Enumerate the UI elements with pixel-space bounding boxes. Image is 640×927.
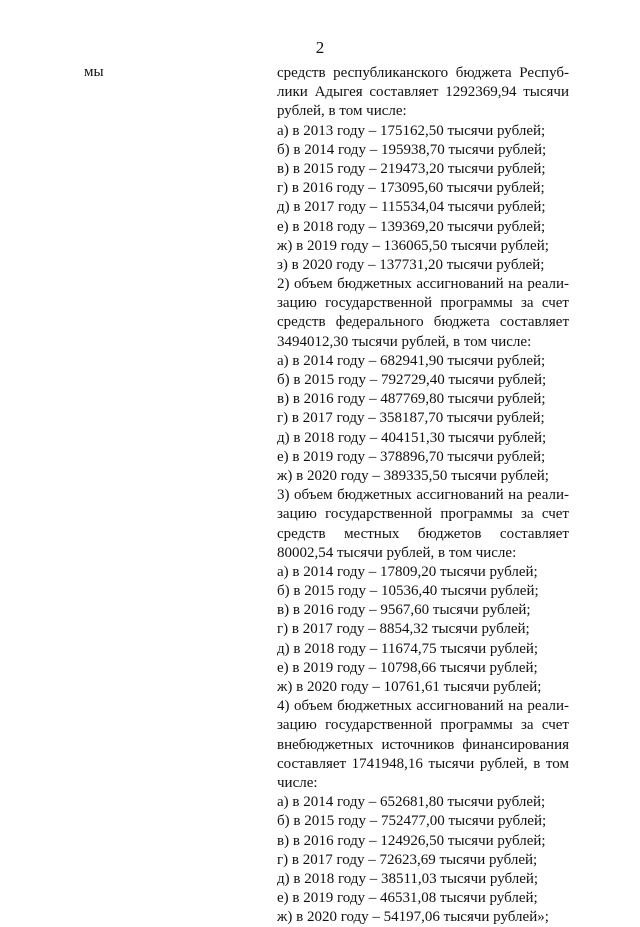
- text-line: г) в 2017 году – 8854,32 тысячи рублей;: [277, 621, 530, 638]
- text-line: д) в 2017 году – 115534,04 тысячи рублей;: [277, 199, 546, 216]
- text-line: б) в 2014 году – 195938,70 тысячи рублей;: [277, 141, 547, 158]
- text-line: б) в 2015 году – 10536,40 тысячи рублей;: [277, 583, 539, 600]
- text-line: з) в 2020 году – 137731,20 тысячи рублей;: [277, 256, 545, 273]
- text-line: ж) в 2020 году – 10761,61 тысячи рублей;: [277, 679, 542, 695]
- text-line: числе:: [277, 774, 318, 791]
- text-line: е) в 2019 году – 10798,66 тысячи рублей;: [277, 659, 538, 676]
- text-line: в) в 2016 году – 9567,60 тысячи рублей;: [277, 602, 531, 619]
- text-line: а) в 2013 году – 175162,50 тысячи рублей;: [277, 122, 546, 139]
- text-line: г) в 2017 году – 358187,70 тысячи рублей;: [277, 410, 545, 427]
- text-line: ж) в 2020 году – 54197,06 тысячи рублей»;: [277, 909, 549, 926]
- text-line: в) в 2015 году – 219473,20 тысячи рублей;: [277, 160, 546, 177]
- text-line: зацию государственной программы за счет: [277, 506, 569, 523]
- text-line: лики Адыгея составляет 1292369,94 тысячи: [277, 84, 569, 101]
- text-line: средств федерального бюджета составляет: [277, 314, 569, 331]
- text-line: средств республиканского бюджета Респуб-: [277, 65, 569, 81]
- text-line: е) в 2019 году – 46531,08 тысячи рублей;: [277, 890, 538, 907]
- text-line: 3) объем бюджетных ассигнований на реали-: [277, 487, 569, 504]
- text-line: 3494012,30 тысячи рублей, в том числе:: [277, 333, 532, 350]
- text-line: в) в 2016 году – 487769,80 тысячи рублей;: [277, 391, 546, 408]
- text-line: д) в 2018 году – 38511,03 тысячи рублей;: [277, 870, 539, 887]
- text-line: а) в 2014 году – 682941,90 тысячи рублей;: [277, 352, 546, 369]
- text-line: а) в 2014 году – 652681,80 тысячи рублей;: [277, 794, 546, 811]
- text-line: 2) объем бюджетных ассигнований на реали-: [277, 276, 569, 293]
- left-column-fragment: мы: [84, 64, 104, 80]
- text-line: г) в 2016 году – 173095,60 тысячи рублей;: [277, 180, 545, 197]
- text-line: б) в 2015 году – 792729,40 тысячи рублей;: [277, 372, 547, 388]
- text-line: в) в 2016 году – 124926,50 тысячи рублей;: [277, 832, 546, 849]
- text-line: д) в 2018 году – 11674,75 тысячи рублей;: [277, 640, 539, 657]
- text-line: зацию государственной программы за счет: [277, 295, 569, 312]
- text-line: е) в 2018 году – 139369,20 тысячи рублей;: [277, 218, 546, 235]
- text-line: б) в 2015 году – 752477,00 тысячи рублей;: [277, 813, 547, 830]
- text-line: зацию государственной программы за счет: [277, 717, 569, 734]
- text-line: рублей, в том числе:: [277, 103, 407, 120]
- text-line: составляет 1741948,16 тысячи рублей, в том: [277, 755, 569, 772]
- text-column: [277, 64, 569, 927]
- text-line: 80002,54 тысячи рублей, в том числе:: [277, 544, 517, 561]
- text-line: средств местных бюджетов составляет: [277, 525, 569, 542]
- page-number: 2: [315, 38, 325, 57]
- text-line: д) в 2018 году – 404151,30 тысячи рублей;: [277, 429, 547, 446]
- text-line: а) в 2014 году – 17809,20 тысячи рублей;: [277, 563, 538, 580]
- text-line: ж) в 2019 году – 136065,50 тысячи рублей;: [277, 237, 549, 254]
- text-line: ж) в 2020 году – 389335,50 тысячи рублей;: [277, 467, 549, 484]
- text-line: 4) объем бюджетных ассигнований на реали-: [277, 698, 569, 715]
- text-line: внебюджетных источников финансирования: [277, 736, 569, 753]
- text-line: е) в 2019 году – 378896,70 тысячи рублей;: [277, 448, 546, 465]
- text-line: г) в 2017 году – 72623,69 тысячи рублей;: [277, 851, 538, 868]
